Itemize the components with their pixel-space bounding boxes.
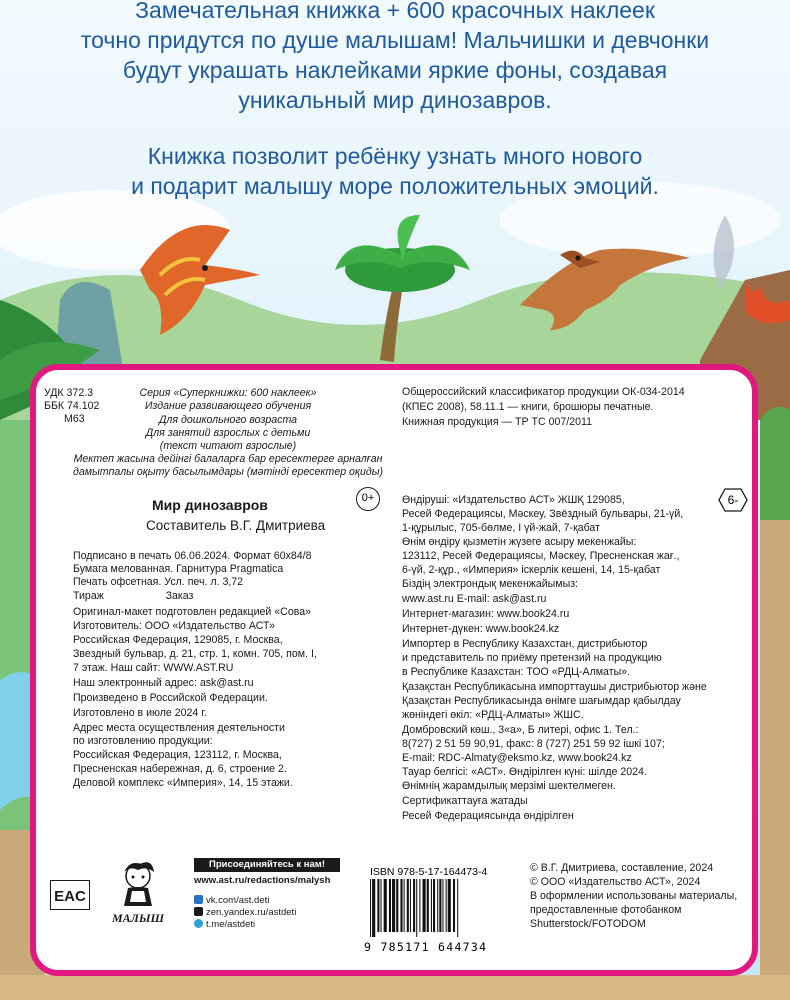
barcode-bar <box>437 879 438 932</box>
barcode-bar <box>442 879 443 932</box>
bbk-code: ББК 74.102 <box>44 400 100 412</box>
vk-icon <box>194 895 203 904</box>
barcode-bar <box>448 879 451 932</box>
importer-line: Өнімнің жарамдылық мерзімі шектелмеген. <box>402 780 616 792</box>
vk-link[interactable] <box>194 895 269 907</box>
series-line: (текст читают взрослые) <box>159 440 297 452</box>
malysh-logo-text: МАЛЫШ <box>111 911 165 925</box>
imprint-line: Деловой комплекс «Империя», 14, 15 этажи. <box>73 777 293 789</box>
barcode-bar <box>370 879 371 937</box>
imprint-line: Изготовитель: ООО «Издательство АСТ» <box>73 620 275 632</box>
importer-line: 1-құрылыс, 705-бөлме, I үй-жай, 7-қабат <box>402 522 600 534</box>
importer-line: Ресей Федерациясында өндірілген <box>402 810 574 822</box>
importer-line: Домбровский көш., 3«а», Б литері, офис 1. Тел.: <box>402 724 639 736</box>
importer-line: Сертификаттауға жатады <box>402 795 528 807</box>
telegram-icon <box>194 919 203 928</box>
barcode-bar <box>423 879 426 932</box>
barcode-bar <box>372 879 375 937</box>
barcode-bar <box>381 879 382 932</box>
eac-logo-text: EAC <box>54 888 86 905</box>
imprint-line: по изготовлению продукции: <box>73 735 213 747</box>
importer-line: 123112, Ресей Федерациясы, Мәскеу, Пресненская жағ., <box>402 550 680 562</box>
series-line: Серия «Суперкнижки: 600 наклеек» <box>139 387 317 399</box>
importer-line: www.ast.ru E-mail: ask@ast.ru <box>402 593 547 605</box>
importer-line: Біздің электрондық мекенжайымыз: <box>402 578 578 590</box>
intro-line: будут украшать наклейками яркие фоны, создавая <box>122 57 668 83</box>
barcode-bar <box>413 879 415 932</box>
book-title: Мир динозавров <box>152 497 268 513</box>
importer-line: и представитель по приёму претензий на продукцию <box>402 652 662 664</box>
imprint-line: Подписано в печать 06.06.2024. Формат 60х84/8 <box>73 550 312 562</box>
imprint-line: Наш электронный адрес: ask@ast.ru <box>73 677 254 689</box>
importer-line: 8(727) 2 51 59 90,91, факс: 8 (727) 251 59 92 ішкі 107; <box>402 738 665 750</box>
intro-line: и подарит малышу море положительных эмоций. <box>131 173 659 199</box>
barcode-bar <box>439 879 441 932</box>
imprint-line: Российская Федерация, 123112, г. Москва, <box>73 749 282 761</box>
barcode-bar <box>384 879 387 932</box>
barcode-bar <box>389 879 391 932</box>
barcode-bar <box>419 879 420 932</box>
series-line: Для занятий взрослых с детьми <box>145 427 311 439</box>
website-link[interactable]: www.ast.ru/redactions/malysh <box>194 875 331 886</box>
age-rating-badge: 0+ <box>356 487 380 511</box>
series-line: Издание развивающего обучения <box>144 400 312 412</box>
zen-link[interactable] <box>194 907 296 919</box>
importer-line: Интернет-магазин: www.book24.ru <box>402 608 570 620</box>
imprint-line: Звездный бульвар, д. 21, стр. 1, комн. 705, пом. I, <box>73 648 317 660</box>
zen-link-text: zen.yandex.ru/astdeti <box>206 907 297 918</box>
intro-line: точно придутся по душе малышам! Мальчишки и девчонки <box>80 27 710 53</box>
classifier-line: Общероссийский классификатор продукции ОК-034-2014 <box>402 386 685 398</box>
isbn-label: ISBN 978-5-17-164473-4 <box>370 866 488 878</box>
importer-line: Өндіруші: «Издательство АСТ» ЖШҚ 129085, <box>402 494 625 506</box>
imprint-line: Произведено в Российской Федерации. <box>73 692 268 704</box>
barcode-bar <box>404 879 405 932</box>
imprint-line: Изготовлено в июле 2024 г. <box>73 707 207 719</box>
importer-line: жөніндегі өкіл: «РДЦ-Алматы» ЖШС. <box>402 709 584 721</box>
age-rating-kz-text: 6- <box>727 493 739 507</box>
classifier-line: (КПЕС 2008), 58.11.1 — книги, брошюры печатные. <box>402 401 654 413</box>
barcode-digits: 9 785171 644734 <box>364 940 488 954</box>
barcode-bar <box>427 879 429 932</box>
compiler: Составитель В.Г. Дмитриева <box>146 518 326 533</box>
series-line: Мектеп жасына дейінгі балаларға бар ересектерге арналған <box>73 453 383 465</box>
importer-line: Интернет-дүкен: www.book24.kz <box>402 623 560 635</box>
telegram-link[interactable] <box>194 919 255 931</box>
copyright-line: © В.Г. Дмитриева, составление, 2024 <box>530 862 714 874</box>
imprint-line: Адрес места осуществления деятельности <box>73 722 285 734</box>
importer-line: E-mail: RDC-Almaty@eksmo.kz, www.book24.kz <box>402 752 632 764</box>
classifier-line: Книжная продукция — ТР ТС 007/2011 <box>402 416 592 428</box>
eac-logo <box>50 880 90 910</box>
series-line: дамытпалы оқыту басылымдары (мәтінді ересектер оқиды) <box>72 466 384 478</box>
barcode-bar <box>446 879 447 932</box>
intro-line: Книжка позволит ребёнку узнать много нового <box>147 143 643 169</box>
series-line: Для дошкольного возраста <box>158 414 298 426</box>
barcode-bar <box>407 879 409 932</box>
barcode-bar <box>400 879 402 932</box>
copyright-line: © ООО «Издательство АСТ», 2024 <box>530 876 701 888</box>
telegram-link-text: t.me/astdeti <box>206 919 256 930</box>
imprint-line: Оригинал-макет подготовлен редакцией «Сова» <box>73 606 312 618</box>
zen-icon <box>194 907 203 916</box>
copyright-line: Shutterstock/FOTODOM <box>530 918 646 930</box>
barcode-bar <box>431 879 432 932</box>
intro-line: уникальный мир динозавров. <box>238 87 552 113</box>
barcode-bar <box>396 879 398 932</box>
barcode <box>366 879 516 937</box>
imprint-line: Российская Федерация, 129085, г. Москва, <box>73 634 283 646</box>
age-rating-kz-badge <box>718 488 748 512</box>
barcode-bar <box>457 879 458 937</box>
importer-line: Импортер в Республику Казахстан, дистрибьютор <box>402 638 648 650</box>
importer-line: Тауар белгісі: «АСТ». Өндірілген күні: шілде 2024. <box>402 766 647 778</box>
barcode-bar <box>392 879 395 932</box>
barcode-bar <box>416 879 417 937</box>
imprint-line: 7 этаж. Наш сайт: WWW.AST.RU <box>73 662 234 674</box>
udk-code: УДК 372.3 <box>44 387 94 399</box>
importer-line: Ресей Федерациясы, Мәскеу, Звёздный бульвары, 21-үй, <box>402 508 684 520</box>
importer-line: Қазақстан Республикасында өнімге шағымдар қабылдау <box>402 695 681 707</box>
barcode-bar <box>433 879 435 932</box>
imprint-line: Печать офсетная. Усл. печ. л. 3,72 <box>73 576 244 588</box>
join-us-banner: Присоединяйтесь к нам! <box>194 858 340 872</box>
intro-line: Замечательная книжка + 600 красочных наклеек <box>135 0 655 23</box>
imprint-line: Пресненская набережная, д. 6, строение 2. <box>73 763 287 775</box>
intro-text <box>0 0 790 201</box>
malysh-logo <box>100 856 178 928</box>
barcode-bar <box>453 879 455 932</box>
imprint-line: Бумага мелованная. Гарнитура Pragmatica <box>73 563 284 575</box>
barcode-bar <box>377 879 379 932</box>
vk-link-text: vk.com/ast.deti <box>206 895 270 906</box>
copyright-line: В оформлении использованы материалы, <box>530 890 738 902</box>
barcode-bar <box>410 879 411 932</box>
importer-line: 6-үй, 2-құр., «Империя» іскерлік кешені, 14, 15-қабат <box>402 564 661 576</box>
imprint-line: Тираж Заказ <box>73 590 194 602</box>
copyright-line: предоставленные фотобанком <box>530 904 682 916</box>
author-code: М63 <box>64 413 85 425</box>
importer-line: в Республике Казахстан: ТОО «РДЦ-Алматы». <box>402 666 631 678</box>
importer-line: Өнім өндіру қызметін жүзеге асыру мекенжайы: <box>402 536 637 548</box>
importer-line: Қазақстан Республикасына импорттаушы дистрибьютор және <box>402 681 707 693</box>
